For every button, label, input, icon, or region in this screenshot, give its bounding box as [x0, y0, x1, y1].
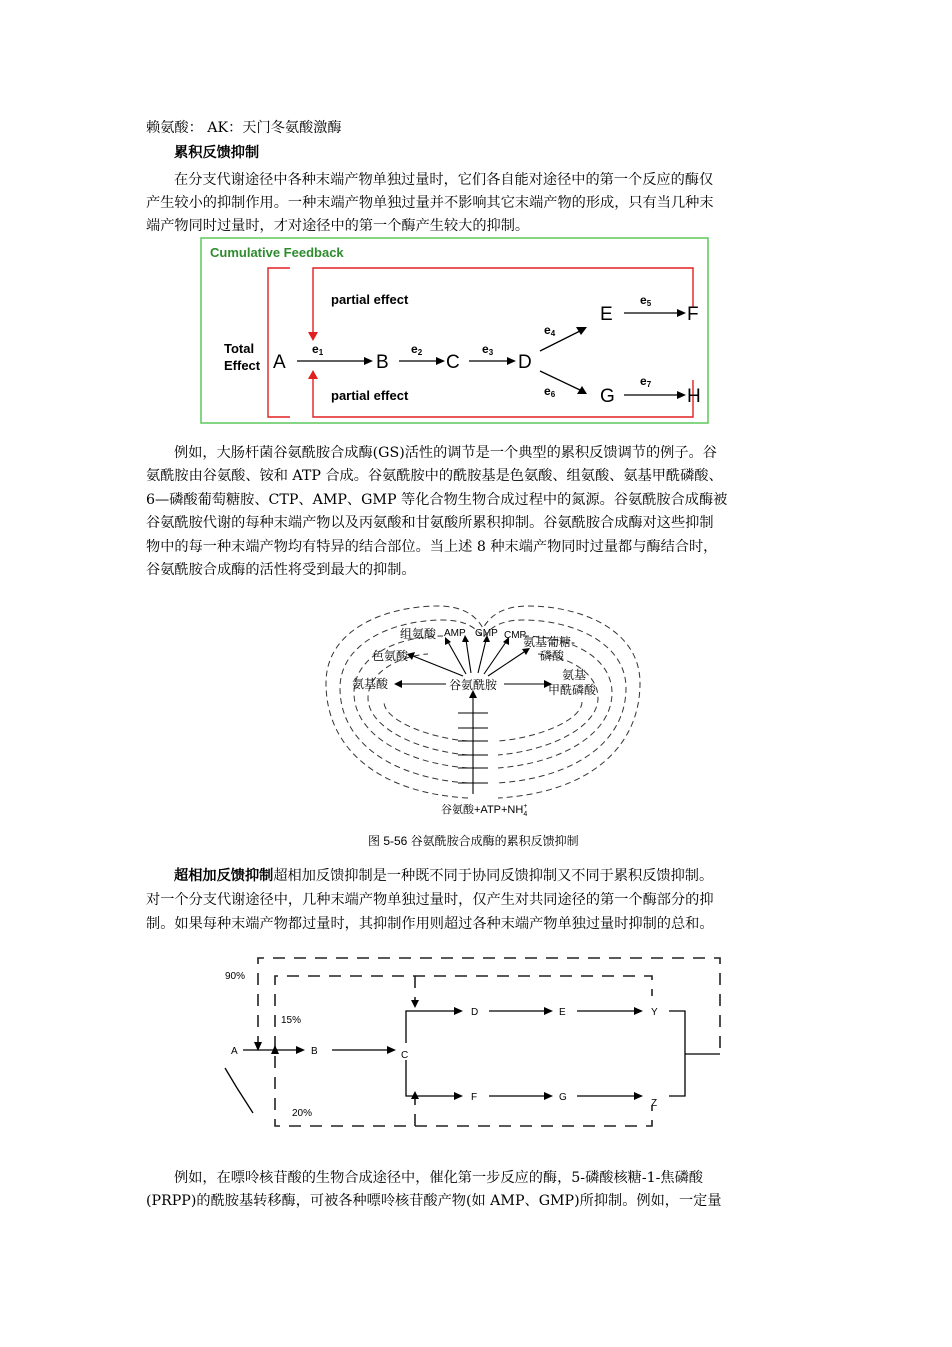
paragraph-line: 在分支代谢途径中各种末端产物单独过量时，它们各自能对途径中的第一个反应的酶仅 [174, 172, 714, 188]
label-20-percent: 20% [292, 1108, 313, 1119]
enzyme-e3: e3 [482, 342, 494, 357]
paragraph-line: 对一个分支代谢途径中，几种末端产物单独过量时，仅产生对共同途径的第一个酶部分的抑 [146, 892, 714, 908]
label-histidine: 组氨酸 [400, 627, 437, 641]
node-b: B [376, 352, 389, 373]
paragraph-line: 氨酰胺由谷氨酸、铵和 ATP 合成。谷氨酰胺中的酰胺基是色氨酸、组氨酸、氨基甲酰磷酸、 [146, 468, 723, 484]
label-glucosamine: 氨基葡糖- [523, 635, 575, 649]
node-a: A [231, 1046, 238, 1057]
node-c: C [401, 1050, 409, 1061]
enzyme-e5: e5 [640, 293, 652, 308]
node-b: B [311, 1046, 318, 1057]
node-h: H [687, 386, 701, 407]
figure-caption: 图 5-56 谷氨酰胺合成酶的累积反馈抑制 [368, 834, 579, 848]
paragraph-line: 谷氨酰胺代谢的每种末端产物以及丙氨酸和甘氨酸所累积抑制。谷氨酰胺合成酶对这些抑制 [146, 515, 714, 531]
node-z: Z [651, 1098, 658, 1109]
paragraph-line: 例如，大肠杆菌谷氨酰胺合成酶(GS)活性的调节是一个典型的累积反馈调节的例子。谷 [174, 445, 717, 461]
node-a: A [273, 352, 286, 373]
cumulative-feedback-figure [200, 237, 710, 425]
enzyme-e7: e7 [640, 374, 652, 389]
enzyme-e4: e4 [544, 323, 556, 338]
paragraph-line: 端产物同时过量时，才对途径中的第一个酶产生较大的抑制。 [146, 218, 530, 234]
label-amino-acid: 氨基酸 [352, 677, 389, 691]
enzyme-e6: e6 [544, 384, 556, 399]
node-d: D [471, 1007, 479, 1018]
central-arrows [400, 640, 546, 794]
superadditive-feedback-figure [215, 948, 730, 1140]
label-cmp: CMP [504, 630, 527, 641]
label-tryptophan: 色氨酸 [372, 649, 409, 663]
paragraph-line: 6—磷酸葡萄糖胺、CTP、AMP、GMP 等化合物生物合成过程中的氮源。谷氨酰胺合成酶被 [146, 492, 728, 508]
node-y: Y [651, 1007, 658, 1018]
node-e: E [600, 304, 613, 325]
paragraph-line: 物中的每一种末端产物均有特异的结合部位。当上述 8 种末端产物同时过量都与酶结合时， [146, 539, 718, 555]
paragraph-line: 例如，在嘌呤核苷酸的生物合成途径中，催化第一步反应的酶，5-磷酸核糖-1-焦磷酸 [174, 1170, 703, 1186]
paragraph-line: (PRPP)的酰胺基转移酶，可被各种嘌呤核苷酸产物(如 AMP、GMP)所抑制。例如，一定量 [146, 1193, 722, 1209]
node-g: G [559, 1092, 567, 1103]
paragraph-line: 制。如果每种末端产物都过量时，其抑制作用则超过各种末端产物单独过量时抑制的总和。 [146, 916, 714, 932]
label-substrate: 谷氨酸$+ATP+NH_4+$ [441, 803, 528, 818]
partial-effect-bottom: partial effect [331, 388, 409, 403]
total-effect-label: Effect [224, 358, 261, 373]
pathway-labels [225, 971, 658, 1119]
label-glucosamine: 磷酸 [540, 649, 565, 663]
glutamine-synthetase-figure [318, 598, 648, 854]
label-90-percent: 90% [225, 971, 246, 982]
label-glutamine: 谷氨酰胺 [449, 678, 498, 692]
intro-line: 赖氨酸： AK：天门冬氨酸激酶 [146, 120, 342, 136]
section-heading-cumulative: 累积反馈抑制 [174, 145, 260, 161]
enzyme-e2: e2 [411, 342, 423, 357]
label-15-percent: 15% [281, 1015, 302, 1026]
paragraph-line: 产生较小的抑制作用。一种末端产物单独过量并不影响其它末端产物的形成，只有当几种末 [146, 195, 714, 211]
node-g: G [600, 386, 615, 407]
paragraph-line: 谷氨酰胺合成酶的活性将受到最大的抑制。 [146, 562, 416, 578]
figure-title: Cumulative Feedback [210, 245, 344, 260]
label-amp: AMP [444, 628, 466, 639]
node-f: F [471, 1092, 478, 1103]
label-carbamoyl: 甲酰磷酸 [548, 683, 597, 697]
label-gmp: GMP [475, 628, 498, 639]
partial-effect-top: partial effect [331, 292, 409, 307]
total-effect-label: Total [224, 341, 255, 356]
node-c: C [446, 352, 460, 373]
enzyme-e1: e1 [312, 342, 324, 357]
paragraph-text: 超相加反馈抑制是一种既不同于协同反馈抑制又不同于累积反馈抑制。 [273, 868, 714, 884]
node-f: F [687, 304, 699, 325]
node-e: E [559, 1007, 566, 1018]
section-heading-superadditive: 超相加反馈抑制 [174, 868, 274, 884]
compound-labels [352, 627, 597, 848]
paragraph-line [174, 866, 713, 886]
node-d: D [518, 352, 532, 373]
label-carbamoyl: 氨基 [562, 668, 587, 682]
